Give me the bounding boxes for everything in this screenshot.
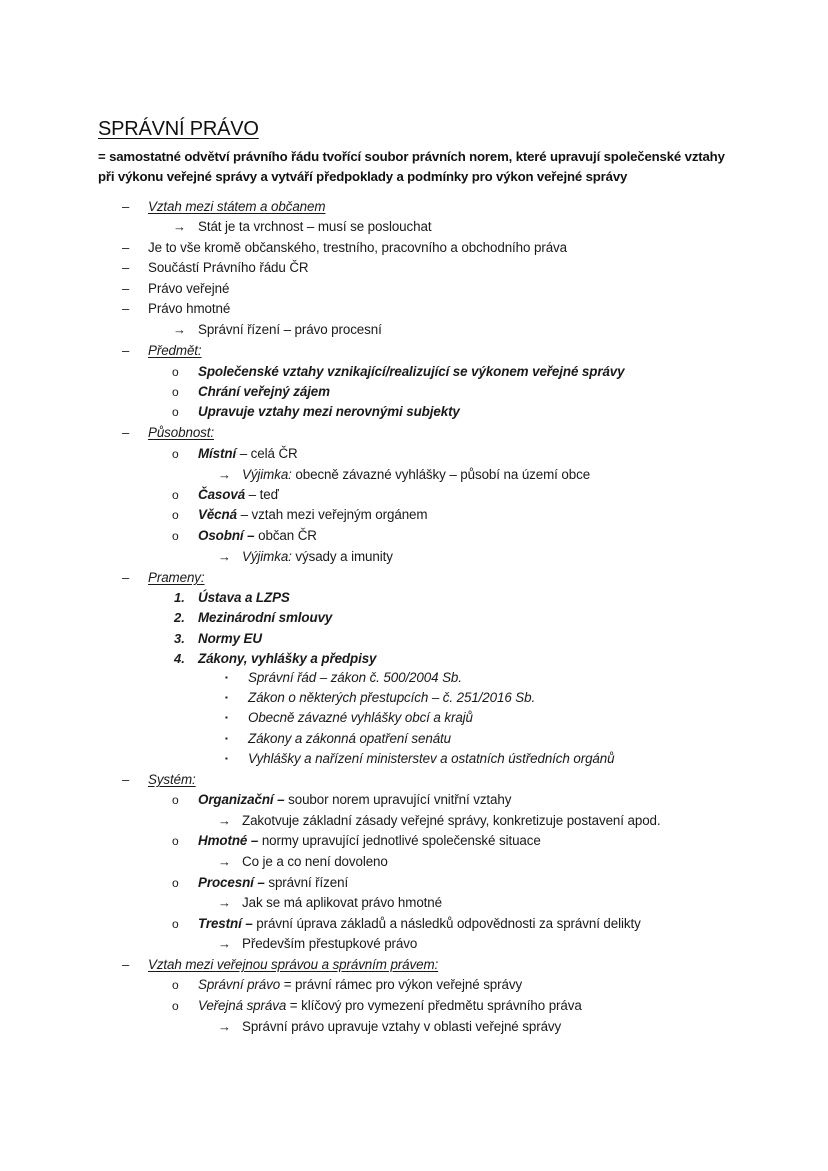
page-title: SPRÁVNÍ PRÁVO: [98, 118, 259, 140]
dash-bullet: –: [122, 260, 130, 275]
list-item: Vyhlášky a nařízení ministerstev a ostatních ústředních orgánů: [248, 751, 615, 766]
list-item: Správní řízení – právo procesní: [198, 322, 382, 337]
term: Organizační –: [198, 792, 285, 807]
arrow-icon: →: [218, 467, 231, 482]
dash-bullet: –: [122, 425, 130, 440]
list-number: 2.: [174, 610, 185, 625]
arrow-icon: →: [218, 854, 231, 869]
note: výsady a imunity: [291, 549, 393, 564]
list-item: Zákon o některých přestupcích – č. 251/2016 Sb.: [248, 690, 536, 705]
term: Procesní –: [198, 875, 265, 890]
circle-bullet: o: [172, 999, 179, 1013]
term: Trestní –: [198, 916, 253, 931]
arrow-icon: →: [218, 1019, 231, 1034]
term: Veřejná správa: [198, 998, 287, 1013]
list-item: Co je a co není dovoleno: [242, 854, 388, 869]
description: – celá ČR: [236, 446, 298, 461]
section-heading-predmet: Předmět:: [148, 343, 202, 358]
dash-bullet: –: [122, 957, 130, 972]
section-heading-prameny: Prameny:: [148, 570, 205, 585]
arrow-icon: →: [218, 813, 231, 828]
section-heading-pusobnost: Působnost:: [148, 425, 214, 440]
description: – teď: [245, 487, 279, 502]
list-item: Chrání veřejný zájem: [198, 384, 330, 399]
list-item: Především přestupkové právo: [242, 936, 418, 951]
list-number: 1.: [174, 590, 185, 605]
list-item: Právo veřejné: [148, 281, 230, 296]
list-item: Ústava a LZPS: [198, 590, 290, 605]
list-item: Jak se má aplikovat právo hmotné: [242, 895, 442, 910]
list-item: [198, 975, 522, 995]
circle-bullet: o: [172, 488, 179, 502]
description: normy upravující jednotlivé společenské situace: [258, 833, 541, 848]
list-item: Je to vše kromě občanského, trestního, pracovního a obchodního práva: [148, 240, 567, 255]
dash-bullet: –: [122, 343, 130, 358]
arrow-icon: →: [173, 322, 186, 337]
section-heading-vztah-sprava-pravo: Vztah mezi veřejnou správou a správním právem:: [148, 957, 439, 972]
list-item: [198, 526, 317, 546]
note: obecně závazné vyhlášky – působí na území obce: [291, 467, 591, 482]
list-item: [198, 505, 427, 525]
circle-bullet: o: [172, 447, 179, 461]
list-item: Zákony a zákonná opatření senátu: [248, 731, 452, 746]
arrow-icon: →: [218, 936, 231, 951]
description: správní řízení: [264, 875, 349, 890]
description: právní úprava základů a následků odpovědnosti za správní delikty: [252, 916, 641, 931]
section-heading-vztah-stat-obcan: Vztah mezi státem a občanem: [148, 199, 326, 214]
list-item: Součástí Právního řádu ČR: [148, 260, 309, 275]
list-item: [198, 790, 511, 810]
circle-bullet: o: [172, 978, 179, 992]
term: Věcná: [198, 507, 237, 522]
description: = právní rámec pro výkon veřejné správy: [280, 977, 523, 992]
description: – vztah mezi veřejným orgánem: [236, 507, 428, 522]
list-item: [242, 465, 590, 485]
term: Správní právo: [198, 977, 281, 992]
list-item: [198, 914, 641, 934]
list-item: Obecně závazné vyhlášky obcí a krajů: [248, 710, 473, 725]
dash-bullet: –: [122, 301, 130, 316]
list-item: [198, 831, 541, 851]
circle-bullet: o: [172, 876, 179, 890]
dash-bullet: –: [122, 772, 130, 787]
circle-bullet: o: [172, 385, 179, 399]
description: = klíčový pro vymezení předmětu správního práva: [286, 998, 582, 1013]
dash-bullet: –: [122, 281, 130, 296]
description: soubor norem upravující vnitřní vztahy: [284, 792, 512, 807]
list-item: [242, 547, 393, 567]
square-bullet: ▪: [225, 754, 228, 763]
circle-bullet: o: [172, 508, 179, 522]
circle-bullet: o: [172, 529, 179, 543]
circle-bullet: o: [172, 365, 179, 379]
dash-bullet: –: [122, 240, 130, 255]
list-item: Normy EU: [198, 631, 262, 646]
circle-bullet: o: [172, 405, 179, 419]
term: Místní: [198, 446, 237, 461]
list-number: 3.: [174, 631, 185, 646]
section-heading-system: Systém:: [148, 772, 196, 787]
arrow-icon: →: [173, 219, 186, 234]
note-label: Výjimka:: [242, 549, 292, 564]
list-item: Stát je ta vrchnost – musí se poslouchat: [198, 219, 432, 234]
list-item: Právo hmotné: [148, 301, 231, 316]
square-bullet: ▪: [225, 713, 228, 722]
term: Hmotné –: [198, 833, 259, 848]
list-item: [198, 996, 582, 1016]
arrow-icon: →: [218, 895, 231, 910]
description: občan ČR: [254, 528, 317, 543]
term: Osobní –: [198, 528, 255, 543]
dash-bullet: –: [122, 570, 130, 585]
term: Časová: [198, 487, 246, 502]
list-item: [198, 485, 279, 505]
list-item: Mezinárodní smlouvy: [198, 610, 333, 625]
square-bullet: ▪: [225, 673, 228, 682]
list-item: Správní řád – zákon č. 500/2004 Sb.: [248, 670, 462, 685]
definition-text: = samostatné odvětví právního řádu tvořící soubor právních norem, které upravují společenské vztahy při výkonu veřejné správy a vytváří předpoklady a podmínky pro výkon veřejné správy: [98, 149, 725, 185]
list-item: Zákony, vyhlášky a předpisy: [198, 651, 377, 666]
note-label: Výjimka:: [242, 467, 292, 482]
circle-bullet: o: [172, 917, 179, 931]
list-item: [198, 444, 298, 464]
square-bullet: ▪: [225, 734, 228, 743]
arrow-icon: →: [218, 549, 231, 564]
circle-bullet: o: [172, 793, 179, 807]
circle-bullet: o: [172, 834, 179, 848]
list-number: 4.: [174, 651, 185, 666]
list-item: Správní právo upravuje vztahy v oblasti veřejné správy: [242, 1019, 562, 1034]
list-item: Zakotvuje základní zásady veřejné správy, konkretizuje postavení apod.: [242, 813, 661, 828]
list-item: Společenské vztahy vznikající/realizující se výkonem veřejné správy: [198, 364, 625, 379]
list-item: Upravuje vztahy mezi nerovnými subjekty: [198, 404, 460, 419]
list-item: [198, 873, 348, 893]
square-bullet: ▪: [225, 693, 228, 702]
dash-bullet: –: [122, 199, 130, 214]
